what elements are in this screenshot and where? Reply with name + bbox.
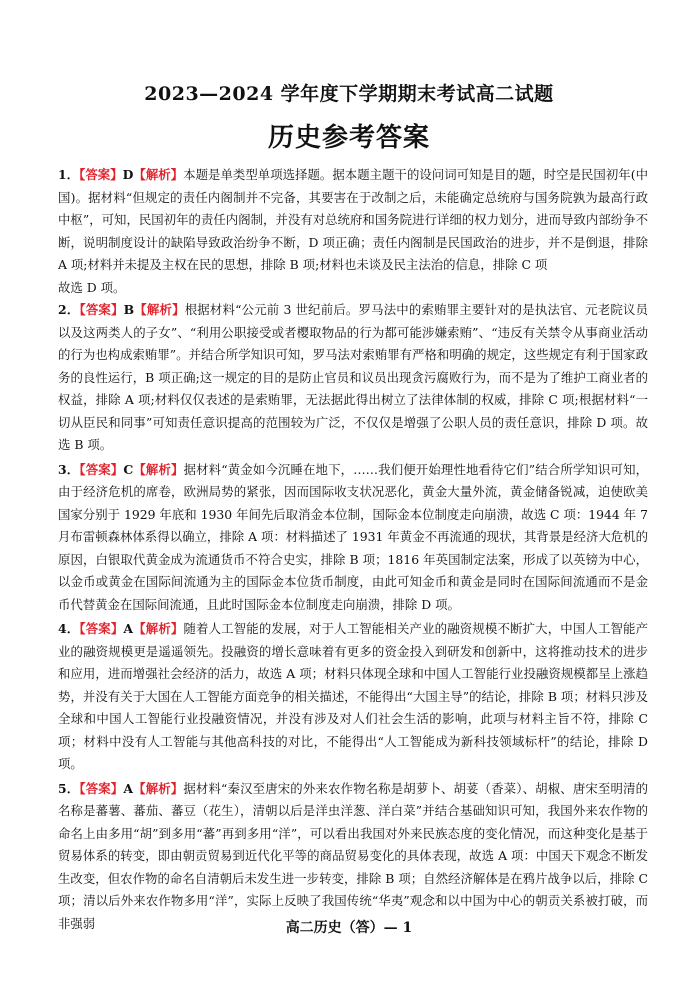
answer-choice: B <box>123 302 135 317</box>
answer-choice: A <box>123 621 134 636</box>
answer-label: 【答案】 <box>79 461 124 477</box>
answer-key-title: 历史参考答案 <box>267 123 430 153</box>
answer-label: 【答案】 <box>79 621 124 636</box>
analysis-text: 据材料“秦汉至唐宋的外来农作物名称是胡萝卜、胡荽（香菜）、胡椒、唐宋至明清的名称是蕃薯、蕃茄、蕃豆（花生），清朝以后是洋虫洋葱、洋白菜”并结合基础知识可知，我国外来农作物的命名上由多用“胡”到多用“蕃”再到多用“洋”，可以看出我国对外来民族态度的变化情况，而这种变化是基于贸易体系的转变，即由朝贡贸易到近代化平等的商品贸易变化的具体表现，故选 A 项：中国天下观念不断发生改变，但农作物的命名自清朝后未发生进一步转变，排除 B 项；自然经济解体是在鸦片战争以后，排除 C 项；清以后外来农作物多用“洋”，实际上反映了我国传统“华夷”观念和以中国为中心的朝贡关系被打破，而非强弱 <box>58 780 648 931</box>
question-number: 1． <box>58 167 80 182</box>
analysis-text: 随着人工智能的发展，对于人工智能相关产业的融资规模不断扩大，中国人工智能产业的融资规模更是遥遥领先。投融资的增长意味着有更多的资金投入到研发和创新中，这将推动技术的进步和应用，进而增强社会经济的活力，故选 A 项；材料只体现全球和中国人工智能行业投融资规模都呈上涨趋势，并没有关于大国在人工智能方面竞争的相关描述，不能得出“大国主导”的结论，排除 B 项；材料只涉及全球和中国人工智能行业投融资情况，并没有涉及对人们社会生活的影响，此项与材料主旨不符，排除 C 项；材料中没有人工智能与其他高科技的对比，不能得出“人工智能成为新科技领域标杆”的结论，排除 D 项。 <box>58 621 649 771</box>
analysis-label: 【解析】 <box>134 302 185 317</box>
analysis-text: 据材料“黄金如今沉睡在地下，……我们便开始理性地看待它们”结合所学知识可知，由于经济危机的席卷，欧洲局势的紧张，因而国际收支状况恶化，黄金大量外流，黄金储备锐减，迫使欧美国家分别于 1929 年底和 1930 年间先后取消金本位制，国际金本位制度走向崩溃，故选 C 项：1944 年 7 月布雷顿森林体系得以确立，排除 A 项：材料描述了 1931 年黄金不再流通的现状，其背景是经济大危机的原因，白银取代黄金成为流通货币不符合史实，排除 B 项；1816 年英国制定法案，形成了以英镑为中心，以金币或黄金在国际间流通为主的国际金本位货币制度，由此可知金币和黄金是同时在国际间流通而不是金币代替黄金在国际间流通，且此时国际金本位制度走向崩溃，排除 D 项。 <box>58 461 649 612</box>
answer-list <box>58 164 648 935</box>
analysis-label: 【解析】 <box>133 621 184 636</box>
answer-label: 【答案】 <box>79 167 123 182</box>
answer-choice: A <box>123 780 133 796</box>
question-5 <box>58 778 648 936</box>
question-number: 4． <box>58 621 80 636</box>
question-1 <box>58 164 648 277</box>
answer-label: 【答案】 <box>79 780 124 796</box>
answer-choice: C <box>123 461 134 477</box>
analysis-label: 【解析】 <box>133 461 184 477</box>
analysis-label: 【解析】 <box>133 167 184 182</box>
exam-title: 2023—2024 学年度下学期期末考试高二试题 <box>144 83 554 105</box>
answer-label: 【答案】 <box>79 302 124 317</box>
analysis-label: 【解析】 <box>132 780 184 796</box>
question-1-conclusion: 故选 D 项。 <box>58 279 126 295</box>
question-3 <box>58 459 648 617</box>
question-4 <box>58 618 648 776</box>
question-2 <box>58 299 648 457</box>
analysis-text: 本题是单类型单项选择题。据本题主题干的设问词可知是目的题，时空是民国初年(中国)。据材料“但规定的责任内阁制并不完备，其要害在于改制之后，未能确定总统府与国务院孰为最高行政中枢”，可知，民国初年的责任内阁制，并没有对总统府和国务院进行详细的权力划分，进而导致内部纷争不断，说明制度设计的缺陷导致政治纷争不断，D 项正确；责任内阁制是民国政治的进步，并不是倒退，排除 A 项;材料并未提及主权在民的思想，排除 B 项;材料也未谈及民主法治的信息，排除 C 项 <box>58 167 649 272</box>
question-number: 3． <box>58 461 80 477</box>
question-number: 2． <box>58 302 80 317</box>
answer-choice: D <box>122 167 134 182</box>
page-footer: 高二历史（答）— 1 <box>285 920 413 936</box>
question-number: 5． <box>58 780 80 796</box>
analysis-text: 根据材料“公元前 3 世纪前后。罗马法中的索贿罪主要针对的是执法官、元老院议员以及这两类人的子女”、“利用公职接受或者樱取物品的行为都可能涉嫌索贿”、“违反有关禁令从事商业活动的行为也构成索贿罪”。并结合所学知识可知，罗马法对索贿罪有严格和明确的规定，这些规定有利于国家政务的良性运行，B 项正确;这一规定的目的是防止官员和议员出现贪污腐败行为，而不是为了维护工商业者的权益，排除 A 项;材料仅仅表述的是索贿罪，无法据此得出树立了法律体制的权威，排除 C 项;根据材料“一切从臣民和同事”可知责任意识提高的范围较为广泛，不仅仅是增强了公职人员的责任意识，排除 D 项。故选 B 项。 <box>58 302 648 452</box>
